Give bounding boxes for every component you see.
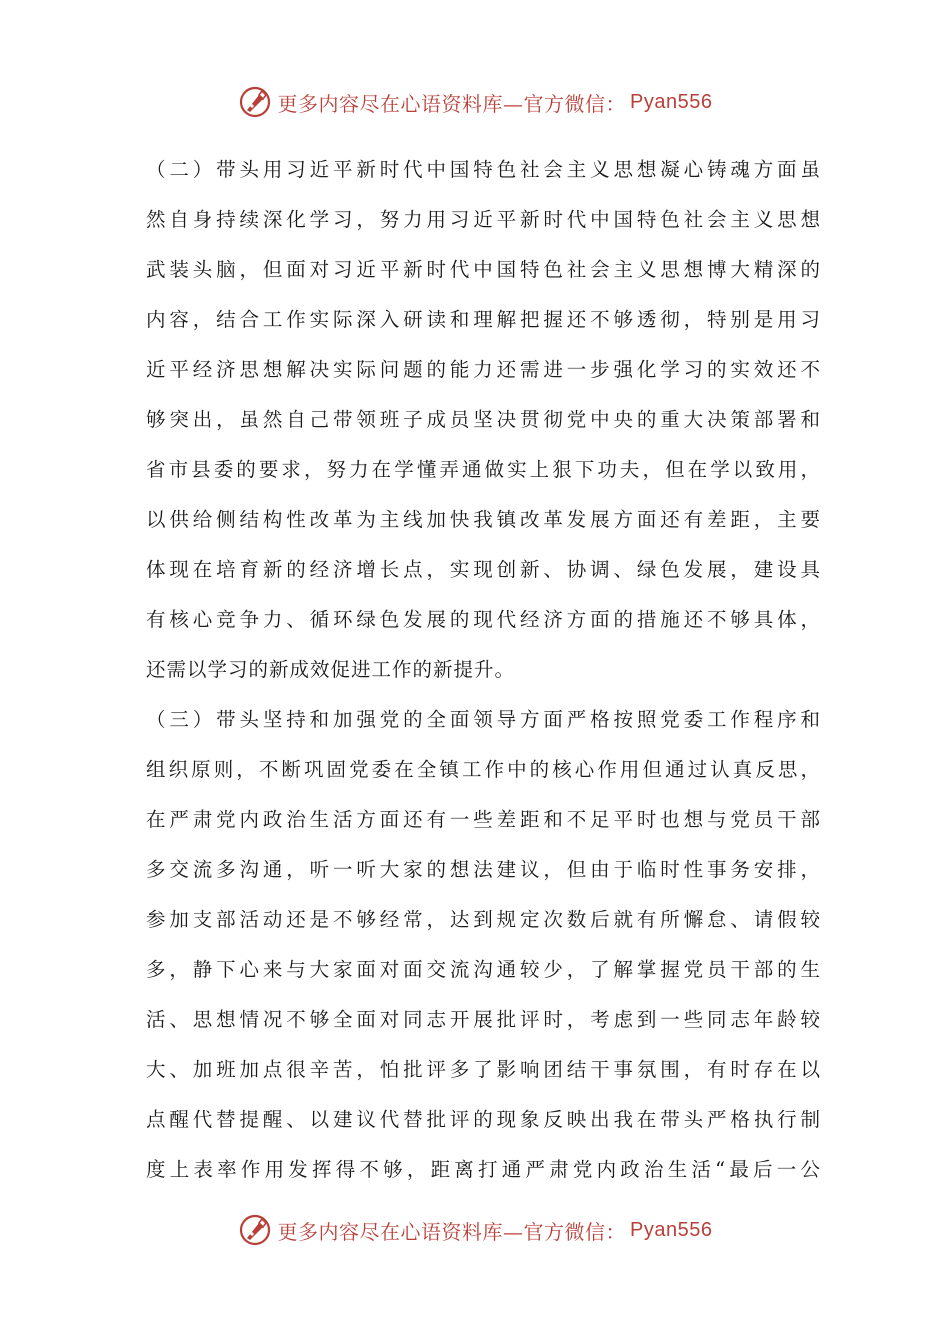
body-line: 然自身持续深化学习，努力用习近平新时代中国特色社会主义思想 — [146, 208, 821, 231]
body-line: 省市县委的要求，努力在学懂弄通做实上狠下功夫，但在学以致用， — [146, 458, 821, 481]
body-line: 点醒代替提醒、以建议代替批评的现象反映出我在带头严格执行制 — [146, 1108, 821, 1131]
body-line: 近平经济思想解决实际问题的能力还需进一步强化学习的实效还不 — [146, 358, 821, 381]
body-line: 活、思想情况不够全面对同志开展批评时，考虑到一些同志年龄较 — [146, 1008, 821, 1031]
body-line: 度上表率作用发挥得不够，距离打通严肃党内政治生活“最后一公 — [146, 1158, 821, 1181]
pen-nib-logo-icon — [238, 85, 272, 119]
body-line: （二）带头用习近平新时代中国特色社会主义思想凝心铸魂方面虽 — [146, 158, 821, 181]
body-line: 多交流多沟通，听一听大家的想法建议，但由于临时性事务安排， — [146, 858, 821, 881]
body-line: 大、加班加点很辛苦，怕批评多了影响团结干事氛围，有时存在以 — [146, 1058, 821, 1081]
footer-wechat-id: Pyan556 — [630, 1218, 713, 1241]
header-banner — [0, 82, 950, 122]
body-line: （三）带头坚持和加强党的全面领导方面严格按照党委工作程序和 — [146, 708, 821, 731]
body-line: 够突出，虽然自己带领班子成员坚决贯彻党中央的重大决策部署和 — [146, 408, 821, 431]
body-line: 以供给侧结构性改革为主线加快我镇改革发展方面还有差距，主要 — [146, 508, 821, 531]
body-line: 还需以学习的新成效促进工作的新提升。 — [146, 658, 516, 681]
body-line: 体现在培育新的经济增长点，实现创新、协调、绿色发展，建设具 — [146, 558, 821, 581]
body-line: 有核心竞争力、循环绿色发展的现代经济方面的措施还不够具体， — [146, 608, 821, 631]
document-body — [146, 145, 821, 1195]
header-banner-text: 更多内容尽在心语资料库—官方微信： — [277, 91, 627, 116]
header-wechat-id: Pyan556 — [630, 90, 713, 113]
body-line: 参加支部活动还是不够经常，达到规定次数后就有所懈怠、请假较 — [146, 908, 821, 931]
footer-banner-text: 更多内容尽在心语资料库—官方微信： — [277, 1219, 627, 1244]
body-line: 多，静下心来与大家面对面交流沟通较少，了解掌握党员干部的生 — [146, 958, 821, 981]
body-line: 组织原则，不断巩固党委在全镇工作中的核心作用但通过认真反思， — [146, 758, 821, 781]
body-line: 在严肃党内政治生活方面还有一些差距和不足平时也想与党员干部 — [146, 808, 821, 831]
body-line: 内容，结合工作实际深入研读和理解把握还不够透彻，特别是用习 — [146, 308, 821, 331]
body-line: 武装头脑，但面对习近平新时代中国特色社会主义思想博大精深的 — [146, 258, 821, 281]
footer-banner — [0, 1210, 950, 1250]
pen-nib-logo-icon — [238, 1213, 272, 1247]
